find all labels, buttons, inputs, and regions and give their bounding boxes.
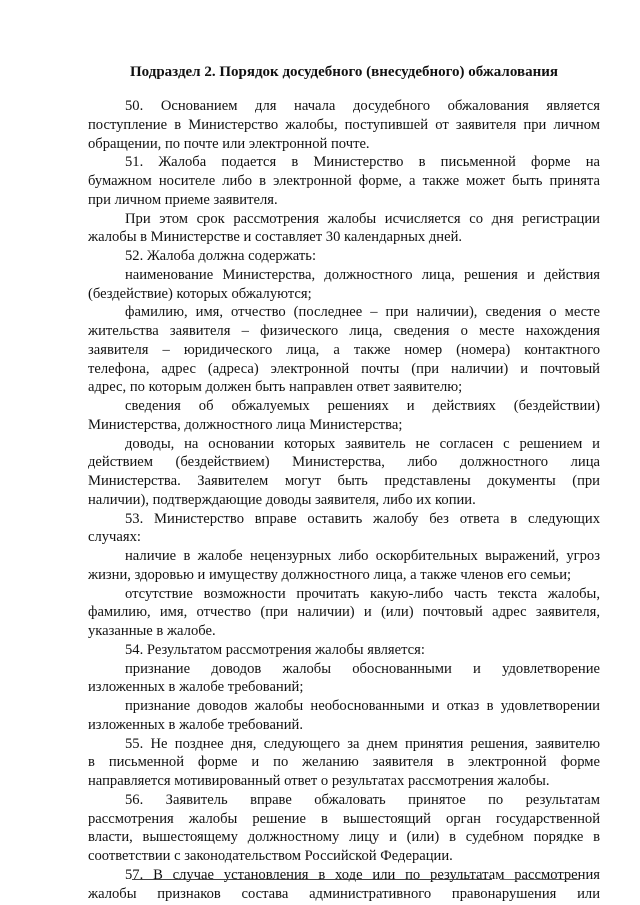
text-line: жизни, здоровью и имуществу должностного лица, а также членов его семьи; — [88, 566, 572, 583]
text-line: изложенных в жалобе требований. — [88, 716, 304, 733]
text-line: 55. Не позднее дня, следующего за днем принятия решения, заявителю — [125, 735, 600, 752]
text-line: жалобы признаков состава административного правонарушения или — [88, 885, 600, 902]
text-line: жительства заявителя – физического лица, сведения о месте нахождения — [88, 323, 600, 339]
text-line: 56. Заявитель вправе обжаловать принятое по результатам — [125, 791, 600, 808]
text-line: обращении, по почте или электронной почте. — [88, 135, 370, 152]
paragraph — [88, 510, 600, 548]
text-line: случаях: — [88, 529, 141, 546]
paragraph — [88, 697, 600, 735]
text-line: наименование Министерства, должностного лица, решения и действия — [125, 266, 600, 283]
text-line: (бездействие) которых обжалуются; — [88, 285, 312, 302]
text-line: соответствии с законодательством Российской Федерации. — [88, 848, 453, 864]
text-line: бумажном носителе либо в электронной форме, а также может быть принята — [88, 173, 600, 189]
text-line: доводы, на основании которых заявитель не согласен с решением и — [125, 435, 600, 452]
paragraph — [88, 397, 600, 435]
document-body — [88, 97, 600, 903]
paragraph — [88, 585, 600, 641]
text-line: поступление в Министерство жалобы, поступившей от заявителя при личном — [88, 116, 600, 133]
text-line: 52. Жалоба должна содержать: — [125, 248, 316, 264]
text-line: указанные в жалобе. — [88, 623, 216, 639]
text-line: признание доводов жалобы необоснованными и отказ в удовлетворении — [125, 698, 600, 714]
text-line: в письменной форме и по желанию заявителя в электронной форме — [88, 754, 600, 771]
text-line: отсутствие возможности прочитать какую-либо часть текста жалобы, — [125, 585, 600, 602]
text-line: рассмотрения жалобы решение в вышестоящий орган государственной — [88, 810, 600, 827]
text-line: наличии), подтверждающие доводы заявителя, либо их копии. — [88, 491, 476, 508]
paragraph — [88, 210, 600, 248]
text-line: адрес, по которым должен быть направлен ответ заявителю; — [88, 379, 463, 396]
text-line: власти, вышестоящему должностному лицу и (или) в судебном порядке в — [88, 829, 600, 846]
text-line: 57. В случае установления в ходе или по результатам рассмотрения — [125, 866, 600, 883]
text-line: При этом срок рассмотрения жалобы исчисляется со дня регистрации — [125, 210, 600, 227]
text-line: Министерства, должностного лица Министерства; — [88, 416, 403, 433]
text-line: при личном приеме заявителя. — [88, 191, 278, 208]
text-line: наличие в жалобе нецензурных либо оскорбительных выражений, угроз — [125, 548, 600, 564]
paragraph — [88, 97, 600, 153]
text-line: 53. Министерство вправе оставить жалобу без ответа в следующих — [125, 510, 600, 527]
text-line: фамилию, имя, отчество (при наличии) и (или) почтовый адрес заявителя, — [88, 604, 600, 621]
paragraph — [88, 735, 600, 791]
text-line: жалобы в Министерстве и составляет 30 календарных дней. — [88, 229, 463, 246]
text-line: сведения об обжалуемых решениях и действиях (бездействии) — [125, 398, 600, 414]
footer-rule — [132, 879, 492, 880]
footer-rule-short — [500, 879, 580, 880]
text-line: 54. Результатом рассмотрения жалобы является: — [125, 641, 425, 658]
paragraph — [88, 791, 600, 866]
paragraph — [88, 266, 600, 304]
paragraph — [88, 641, 600, 660]
text-line: Министерства. Заявителем могут быть представлены документы (при — [88, 473, 600, 489]
text-line: изложенных в жалобе требований; — [88, 679, 304, 696]
text-line: телефона, адрес (адреса) электронной почты (при наличии) и почтовый — [88, 360, 600, 377]
text-line: 50. Основанием для начала досудебного обжалования является — [125, 98, 600, 114]
text-line: заявителя – юридического лица, а также номер (номера) контактного — [88, 341, 600, 358]
paragraph — [88, 660, 600, 698]
text-line: фамилию, имя, отчество (последнее – при наличии), сведения о месте — [125, 304, 600, 321]
paragraph — [88, 153, 600, 209]
paragraph — [88, 547, 600, 585]
paragraph — [88, 866, 600, 904]
paragraph — [88, 435, 600, 510]
paragraph — [88, 247, 600, 266]
text-line: направляется мотивированный ответ о результатах рассмотрения жалобы. — [88, 773, 550, 789]
section-heading: Подраздел 2. Порядок досудебного (внесудебного) обжалования — [130, 64, 558, 80]
text-line: действием (бездействием) Министерства, либо должностного лица — [88, 454, 600, 471]
text-line: признание доводов жалобы обоснованными и удовлетворение — [125, 660, 600, 677]
paragraph — [88, 303, 600, 397]
text-line: 51. Жалоба подается в Министерство в письменной форме на — [125, 154, 600, 171]
